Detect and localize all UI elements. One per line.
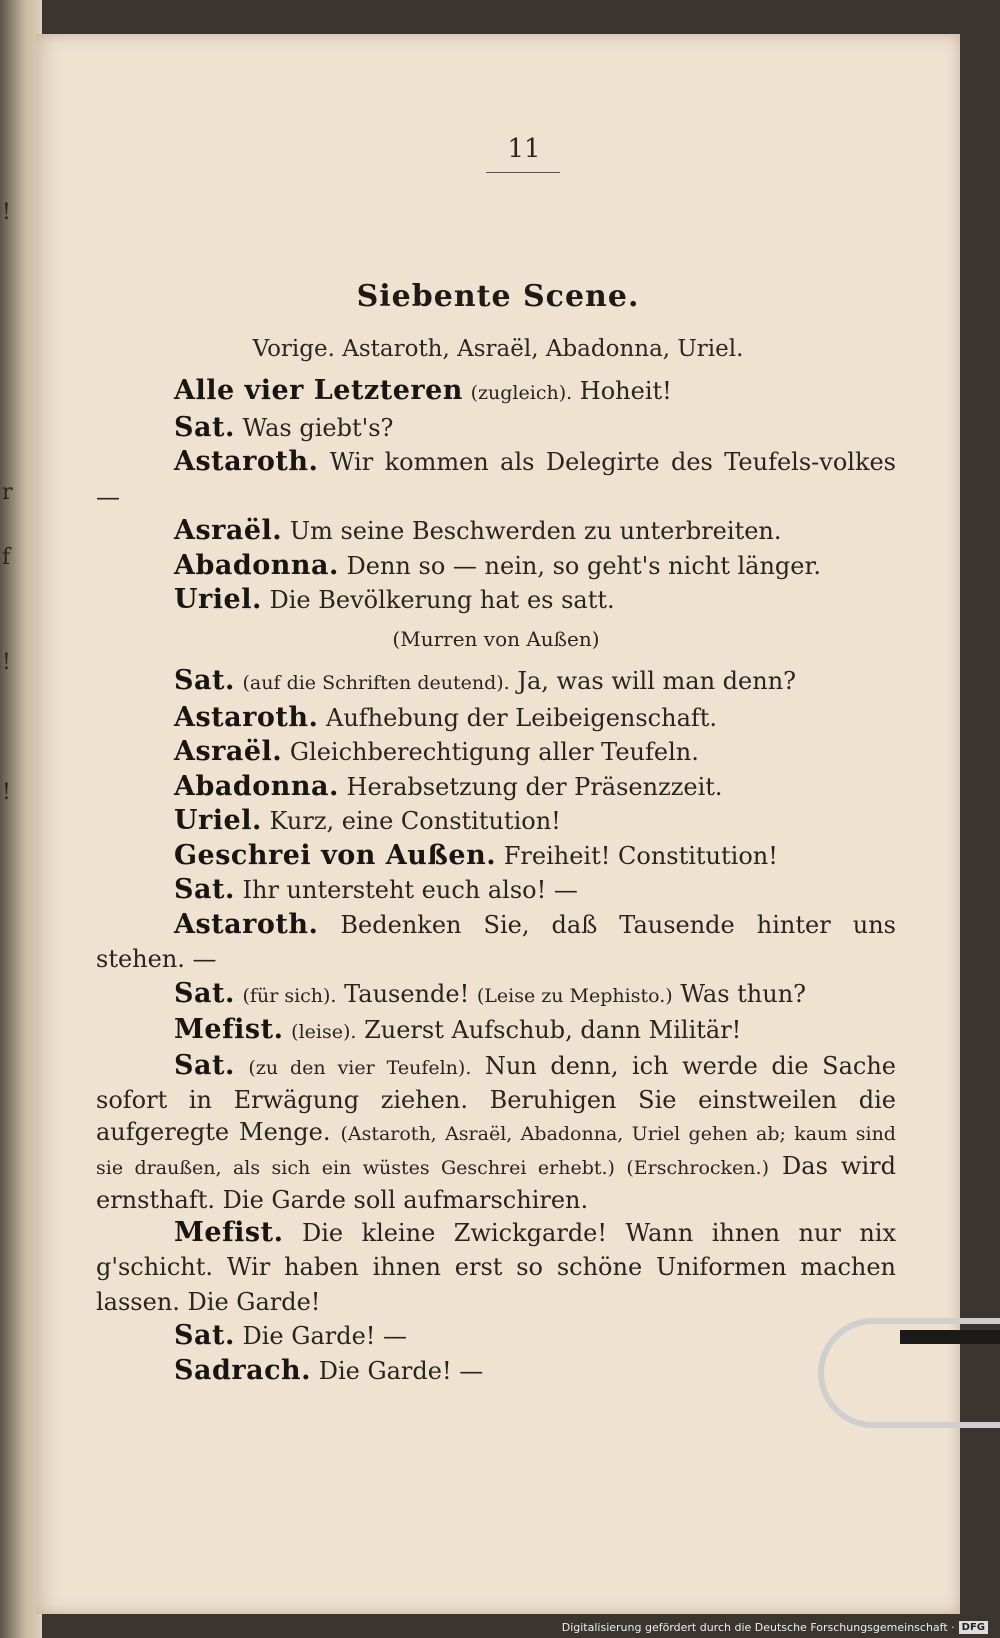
stage-direction: (zu den vier Teufeln). xyxy=(248,1056,472,1079)
line-text: Ja, was will man denn? xyxy=(517,667,797,695)
dialogue-line xyxy=(96,1354,896,1389)
dialogue-line xyxy=(96,839,896,874)
margin-mark: ! xyxy=(2,780,11,805)
line-text: Ihr untersteht euch also! — xyxy=(242,876,578,904)
dialogue-line xyxy=(96,908,896,977)
dialogue-line xyxy=(96,411,896,446)
stage-direction-centered: (Murren von Außen) xyxy=(392,626,600,651)
dialogue-block xyxy=(96,374,896,1388)
speaker-name: Abadonna. xyxy=(174,770,339,802)
dialogue-line xyxy=(96,1216,896,1320)
speaker-name: Sat. xyxy=(174,411,235,443)
credit-text: Digitalisierung gefördert durch die Deutsche Forschungsgemeinschaft · xyxy=(561,1621,955,1634)
speaker-name: Uriel. xyxy=(174,805,262,836)
dialogue-line xyxy=(96,770,896,805)
line-text: Nun denn, ich werde die Sache sofort in Erwägung ziehen. Beruhigen Sie einstweilen die aufgeregte Menge. xyxy=(96,1051,896,1146)
stage-direction: (zugleich). xyxy=(470,382,573,404)
dialogue-line xyxy=(96,977,896,1014)
margin-mark: f xyxy=(2,545,11,570)
line-text: Die Garde! — xyxy=(242,1322,408,1350)
stage-direction: (leise). xyxy=(291,1021,357,1043)
speaker-name: Sat. xyxy=(174,1049,235,1081)
line-text: Tausende! xyxy=(344,979,470,1008)
line-text: Die Garde! — xyxy=(318,1356,484,1385)
speaker-name: Sat. xyxy=(174,665,235,696)
speaker-name: Asraël. xyxy=(174,736,283,767)
dialogue-line xyxy=(96,804,896,839)
dialogue-line xyxy=(96,1050,896,1216)
speaker-name: Sat. xyxy=(174,977,235,1009)
speaker-name: Astaroth. xyxy=(174,446,319,477)
speaker-name: Asraël. xyxy=(174,515,283,546)
line-text: Herabsetzung der Präsenzzeit. xyxy=(346,772,723,801)
stage-direction: (Leise zu Mephisto.) xyxy=(476,984,673,1007)
dialogue-line xyxy=(96,374,896,411)
line-text: Wir kommen als Delegirte des Teufels-volkes — xyxy=(96,448,896,511)
cast-list: Vorige. Astaroth, Asraël, Abadonna, Uriel. xyxy=(252,336,744,362)
speaker-name: Geschrei von Außen. xyxy=(174,839,497,871)
dialogue-line xyxy=(96,583,896,618)
line-text: Aufhebung der Leibeigenschaft. xyxy=(326,703,718,732)
dfg-logo: DFG xyxy=(959,1621,988,1634)
dialogue-line xyxy=(96,701,896,736)
dialogue-line xyxy=(96,445,896,514)
digitization-credit xyxy=(562,1621,988,1634)
line-text: Die kleine Zwickgarde! Wann ihnen nur nix g'schicht. Wir haben ihnen erst so schöne Uniformen machen lassen. Die Garde! xyxy=(96,1218,896,1316)
speaker-name: Astaroth. xyxy=(174,701,319,733)
dialogue-line xyxy=(96,1013,896,1050)
line-text: Freiheit! Constitution! xyxy=(503,841,778,870)
speaker-name: Sadrach. xyxy=(174,1354,312,1386)
speaker-name: Sat. xyxy=(174,1320,235,1351)
line-text: Was thun? xyxy=(680,979,807,1008)
dialogue-line xyxy=(96,735,896,770)
line-text: Hoheit! xyxy=(579,377,672,405)
line-text: Um seine Beschwerden zu unterbreiten. xyxy=(289,517,782,545)
margin-mark: r xyxy=(2,480,13,505)
dialogue-line xyxy=(96,514,896,549)
page-number-rule xyxy=(486,172,560,173)
stage-direction: (für sich). xyxy=(242,984,337,1007)
margin-mark: ! xyxy=(2,650,11,675)
speaker-name: Abadonna. xyxy=(174,549,339,581)
stage-direction: (Astaroth, Asraël, Abadonna, Uriel gehen ab; kaum sind sie draußen, als sich ein wüstes Geschrei erhebt.) (Erschrocken.) xyxy=(96,1122,896,1179)
speaker-name: Uriel. xyxy=(174,584,262,615)
speaker-name: Mefist. xyxy=(174,1216,284,1248)
margin-mark: ! xyxy=(2,200,11,225)
scene-title: Siebente Scene. xyxy=(356,279,640,314)
clip-shadow xyxy=(900,1330,1000,1344)
speaker-name: Astaroth. xyxy=(174,908,319,940)
line-text: Was giebt's? xyxy=(242,413,394,442)
page-number: 11 xyxy=(507,134,541,164)
line-text: Kurz, eine Constitution! xyxy=(269,807,561,835)
line-text: Denn so — nein, so geht's nicht länger. xyxy=(346,551,821,580)
dialogue-line xyxy=(96,664,896,701)
line-text: Zuerst Aufschub, dann Militär! xyxy=(364,1016,742,1044)
speaker-name: Mefist. xyxy=(174,1014,284,1045)
line-text: Das wird ernsthaft. Die Garde soll aufmarschiren. xyxy=(96,1151,896,1214)
line-text: Gleichberechtigung aller Teufeln. xyxy=(289,738,699,766)
speaker-name: Alle vier Letzteren xyxy=(174,375,463,406)
dialogue-line xyxy=(96,873,896,908)
line-text: Bedenken Sie, daß Tausende hinter uns stehen. — xyxy=(96,910,896,973)
dialogue-line xyxy=(96,1319,896,1354)
speaker-name: Sat. xyxy=(174,874,235,905)
dialogue-line xyxy=(96,549,896,584)
stage-direction: (auf die Schriften deutend). xyxy=(242,672,510,694)
line-text: Die Bevölkerung hat es satt. xyxy=(269,586,615,614)
